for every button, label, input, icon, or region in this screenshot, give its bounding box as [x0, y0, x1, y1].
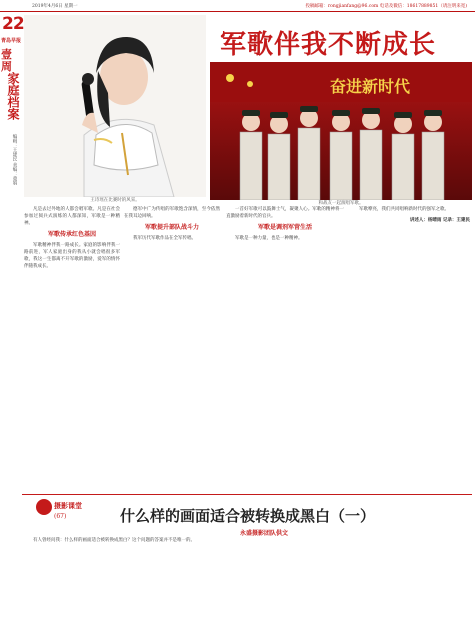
photo-class-logo [36, 499, 86, 531]
body-paragraph: 一首好军歌可以鼓舞士气，凝聚人心。军歌的精神将一直激励着新时代的官兵。 [226, 207, 344, 219]
body-paragraph: 军歌精神伴我一路成长。家庭的影响伴我一路前进，军人家庭出身的我从小就会唱很多军歌，我这一生都离不开军歌的激励，爱军的情怀伴随我成长。 [24, 243, 120, 269]
body-paragraph: 军歌是一种力量，也是一种精神。 [235, 236, 303, 241]
stage-banner: 奋进新时代 [330, 77, 411, 96]
article-headline: 军歌伴我不断成长 [220, 30, 437, 60]
body-paragraph: 军歌嘹亮，我们共同唱响新时代的强军之歌。 [359, 207, 449, 212]
page-number: 22 [2, 14, 24, 34]
section-title: 家庭档案 [6, 72, 20, 120]
intro-paragraph: 凡是去过外地的人都会唱军歌。凡是在社会参加过阅兵式演练的人都深知，军歌是一种精神。 [24, 207, 120, 226]
article-column-1 [24, 206, 120, 491]
brand-small: 青岛早报 [1, 38, 22, 44]
left-sidebar [0, 12, 22, 202]
singer-photo [24, 15, 206, 197]
bottom-subtitle: 永盛摄影团队供文 [240, 530, 289, 537]
article-column-3 [226, 206, 344, 491]
bottom-body: 有人曾经问我：什么样的画面适合被转换成黑白？这个问题的答案并不是唯一的。 [33, 538, 195, 543]
column-issue: (67) [54, 513, 67, 520]
editors-credit: 编辑：王建民 美编：童娟 [12, 134, 17, 185]
brand-large: 壹周 [1, 48, 12, 73]
body-paragraph: 德军中广为传唱的军歌饱含深情，至今依然在我耳边回响。 [124, 207, 220, 219]
stage-illustration [210, 62, 472, 200]
subheading-1: 军歌传承红色基因 [47, 231, 96, 238]
article-column-4 [350, 206, 470, 491]
page-header [0, 0, 475, 12]
stage-photo [210, 62, 472, 200]
contact-info: 投稿邮箱：rongjianfang@96.com 电话及微信：18617889851（请注明来宽) [305, 4, 467, 9]
photo-caption-right: 和战友一起演唱军歌。 [318, 201, 364, 206]
subheading-3: 军歌是调剂军营生活 [257, 224, 312, 231]
issue-date: 2019年4月6日 星期一 [32, 4, 78, 9]
bottom-headline: 什么样的画面适合被转换成黑白（一） [120, 507, 376, 525]
subheading-2: 军歌提升部队战斗力 [144, 224, 199, 231]
bottom-article [24, 537, 470, 617]
body-paragraph: 我军历代军歌作品在全军传唱。 [133, 236, 196, 241]
camera-icon [36, 499, 52, 515]
section-divider [22, 494, 472, 495]
photo-caption-left: 王诗瑶在比赛时的风采。 [90, 198, 140, 203]
singer-illustration [24, 15, 206, 197]
article-column-2 [124, 206, 220, 491]
author-credit: 讲述人：杨晴雨 记录：王建民 [409, 218, 470, 223]
column-name: 摄影课堂 [54, 501, 82, 510]
